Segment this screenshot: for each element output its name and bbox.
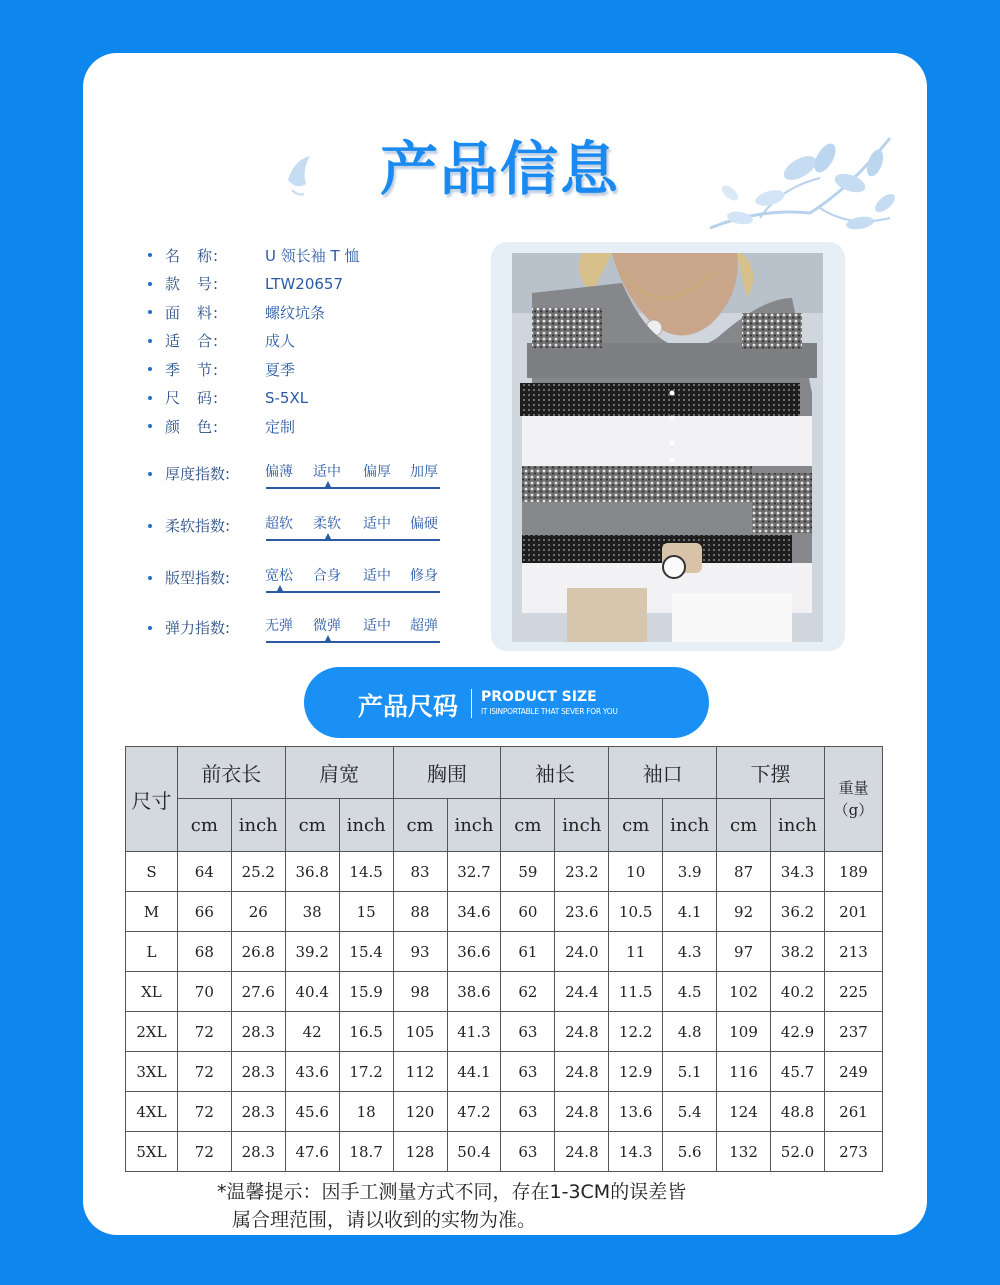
unit-header-inch: inch bbox=[771, 799, 825, 852]
bullet-icon bbox=[148, 282, 152, 286]
measurement-cell: 48.8 bbox=[771, 1092, 825, 1132]
index-options bbox=[265, 615, 441, 635]
bullet-icon bbox=[148, 396, 152, 400]
index-option: 加厚 bbox=[410, 464, 438, 480]
unit-header-cm: cm bbox=[393, 799, 447, 852]
measurement-cell: 26 bbox=[231, 892, 285, 932]
selected-marker-icon bbox=[325, 533, 331, 539]
page-title: 产品信息 bbox=[379, 135, 620, 203]
measurement-cell: 63 bbox=[501, 1012, 555, 1052]
measurement-cell: 102 bbox=[717, 972, 771, 1012]
index-scale-line bbox=[266, 487, 440, 489]
measurement-header: 前衣长 bbox=[177, 747, 285, 799]
unit-header-cm: cm bbox=[177, 799, 231, 852]
index-scale-line bbox=[266, 641, 440, 643]
info-label: 适 合: bbox=[165, 332, 220, 351]
notice-line-2: 属合理范围，请以收到的实物为准。 bbox=[232, 1209, 537, 1231]
info-label: 名 称: bbox=[165, 246, 220, 265]
info-row-fabric bbox=[148, 298, 359, 327]
info-row-size bbox=[148, 384, 359, 413]
measurement-cell: 72 bbox=[177, 1052, 231, 1092]
measurement-header: 袖口 bbox=[609, 747, 717, 799]
unit-header-inch: inch bbox=[447, 799, 501, 852]
index-label: 弹力指数: bbox=[165, 619, 231, 637]
measurement-cell: 11.5 bbox=[609, 972, 663, 1012]
index-option: 超软 bbox=[265, 516, 293, 532]
size-header: 尺寸 bbox=[126, 747, 178, 852]
measurement-cell: 12.9 bbox=[609, 1052, 663, 1092]
measurement-cell: 28.3 bbox=[231, 1132, 285, 1172]
size-cell: M bbox=[126, 892, 178, 932]
index-option: 合身 bbox=[313, 568, 341, 584]
measurement-cell: 63 bbox=[501, 1132, 555, 1172]
measurement-cell: 36.8 bbox=[285, 852, 339, 892]
index-label: 版型指数: bbox=[165, 569, 231, 587]
measurement-cell: 24.0 bbox=[555, 932, 609, 972]
index-option: 适中 bbox=[313, 464, 341, 480]
measurement-cell: 16.5 bbox=[339, 1012, 393, 1052]
index-label: 厚度指数: bbox=[165, 465, 231, 483]
measurement-cell: 47.6 bbox=[285, 1132, 339, 1172]
bullet-icon bbox=[148, 524, 152, 528]
index-option: 修身 bbox=[410, 568, 438, 584]
measurement-cell: 15.4 bbox=[339, 932, 393, 972]
selected-marker-icon bbox=[277, 585, 283, 591]
unit-header-inch: inch bbox=[555, 799, 609, 852]
unit-header-cm: cm bbox=[501, 799, 555, 852]
info-row-style-number bbox=[148, 270, 359, 299]
measurement-cell: 28.3 bbox=[231, 1012, 285, 1052]
measurement-cell: 13.6 bbox=[609, 1092, 663, 1132]
measurement-cell: 24.4 bbox=[555, 972, 609, 1012]
weight-cell: 213 bbox=[824, 932, 882, 972]
product-info-list bbox=[148, 241, 359, 441]
measurement-cell: 23.2 bbox=[555, 852, 609, 892]
measurement-cell: 52.0 bbox=[771, 1132, 825, 1172]
index-option: 偏厚 bbox=[363, 464, 391, 480]
measurement-cell: 43.6 bbox=[285, 1052, 339, 1092]
measurement-cell: 38 bbox=[285, 892, 339, 932]
measurement-cell: 15.9 bbox=[339, 972, 393, 1012]
size-section-subtitle: IT ISINPORTABLE THAT SEVER FOR YOU bbox=[481, 707, 618, 716]
measurement-cell: 105 bbox=[393, 1012, 447, 1052]
measurement-cell: 32.7 bbox=[447, 852, 501, 892]
measurement-cell: 40.4 bbox=[285, 972, 339, 1012]
measurement-cell: 59 bbox=[501, 852, 555, 892]
index-option: 适中 bbox=[363, 568, 391, 584]
bullet-icon bbox=[148, 253, 152, 257]
measurement-cell: 4.1 bbox=[663, 892, 717, 932]
measurement-cell: 93 bbox=[393, 932, 447, 972]
measurement-cell: 25.2 bbox=[231, 852, 285, 892]
index-option: 偏硬 bbox=[410, 516, 438, 532]
product-photo bbox=[512, 253, 823, 642]
measurement-cell: 12.2 bbox=[609, 1012, 663, 1052]
size-cell: L bbox=[126, 932, 178, 972]
table-row bbox=[126, 932, 883, 972]
measurement-cell: 24.8 bbox=[555, 1132, 609, 1172]
measurement-cell: 45.7 bbox=[771, 1052, 825, 1092]
table-row bbox=[126, 1132, 883, 1172]
measurement-cell: 34.3 bbox=[771, 852, 825, 892]
measurement-cell: 64 bbox=[177, 852, 231, 892]
measurement-cell: 17.2 bbox=[339, 1052, 393, 1092]
size-section-title: 产品尺码 bbox=[358, 692, 459, 721]
measurement-header: 肩宽 bbox=[285, 747, 393, 799]
measurement-cell: 15 bbox=[339, 892, 393, 932]
index-option: 微弹 bbox=[313, 618, 341, 634]
measurement-cell: 72 bbox=[177, 1012, 231, 1052]
measurement-cell: 66 bbox=[177, 892, 231, 932]
bullet-icon bbox=[148, 472, 152, 476]
measurement-cell: 88 bbox=[393, 892, 447, 932]
measurement-cell: 63 bbox=[501, 1052, 555, 1092]
measurement-cell: 116 bbox=[717, 1052, 771, 1092]
measurement-cell: 18 bbox=[339, 1092, 393, 1132]
banner-divider bbox=[471, 689, 472, 718]
index-option: 适中 bbox=[363, 516, 391, 532]
measurement-cell: 26.8 bbox=[231, 932, 285, 972]
info-value: 定制 bbox=[265, 417, 296, 436]
measurement-cell: 92 bbox=[717, 892, 771, 932]
size-cell: 5XL bbox=[126, 1132, 178, 1172]
weight-cell: 261 bbox=[824, 1092, 882, 1132]
measurement-header: 下摆 bbox=[717, 747, 825, 799]
table-row bbox=[126, 1052, 883, 1092]
info-value: LTW20657 bbox=[265, 274, 344, 293]
bullet-icon bbox=[148, 576, 152, 580]
index-options bbox=[265, 513, 441, 533]
measurement-cell: 109 bbox=[717, 1012, 771, 1052]
measurement-header: 袖长 bbox=[501, 747, 609, 799]
size-cell: 4XL bbox=[126, 1092, 178, 1132]
measurement-cell: 4.5 bbox=[663, 972, 717, 1012]
measurement-cell: 97 bbox=[717, 932, 771, 972]
measurement-cell: 4.3 bbox=[663, 932, 717, 972]
measurement-cell: 63 bbox=[501, 1092, 555, 1132]
info-row-suitable bbox=[148, 327, 359, 356]
measurement-cell: 98 bbox=[393, 972, 447, 1012]
measurement-cell: 42 bbox=[285, 1012, 339, 1052]
bullet-icon bbox=[148, 339, 152, 343]
measurement-cell: 5.6 bbox=[663, 1132, 717, 1172]
info-label: 颜 色: bbox=[165, 417, 220, 436]
measurement-cell: 87 bbox=[717, 852, 771, 892]
size-cell: 2XL bbox=[126, 1012, 178, 1052]
measurement-cell: 24.8 bbox=[555, 1092, 609, 1132]
selected-marker-icon bbox=[325, 481, 331, 487]
measurement-cell: 36.6 bbox=[447, 932, 501, 972]
index-scale-line bbox=[266, 539, 440, 541]
product-size-banner bbox=[304, 667, 709, 738]
measurement-cell: 72 bbox=[177, 1092, 231, 1132]
selected-marker-icon bbox=[325, 635, 331, 641]
info-value: U 领长袖 T 恤 bbox=[265, 246, 360, 265]
measurement-cell: 14.3 bbox=[609, 1132, 663, 1172]
index-option: 偏薄 bbox=[265, 464, 293, 480]
measurement-cell: 61 bbox=[501, 932, 555, 972]
info-label: 面 料: bbox=[165, 303, 220, 322]
info-value: 夏季 bbox=[265, 360, 296, 379]
measurement-cell: 124 bbox=[717, 1092, 771, 1132]
measurement-notice bbox=[217, 1178, 686, 1234]
index-option: 柔软 bbox=[313, 516, 341, 532]
size-cell: XL bbox=[126, 972, 178, 1012]
weight-cell: 189 bbox=[824, 852, 882, 892]
measurement-cell: 38.2 bbox=[771, 932, 825, 972]
index-options bbox=[265, 565, 441, 585]
size-section-title-en: PRODUCT SIZE bbox=[481, 689, 597, 705]
size-cell: S bbox=[126, 852, 178, 892]
measurement-cell: 44.1 bbox=[447, 1052, 501, 1092]
measurement-cell: 28.3 bbox=[231, 1092, 285, 1132]
bullet-icon bbox=[148, 310, 152, 314]
measurement-cell: 62 bbox=[501, 972, 555, 1012]
measurement-cell: 112 bbox=[393, 1052, 447, 1092]
unit-header-inch: inch bbox=[231, 799, 285, 852]
weight-cell: 225 bbox=[824, 972, 882, 1012]
size-table bbox=[125, 746, 883, 1172]
info-value: S-5XL bbox=[265, 388, 309, 407]
weight-cell: 201 bbox=[824, 892, 882, 932]
info-value: 螺纹坑条 bbox=[265, 303, 326, 322]
measurement-cell: 132 bbox=[717, 1132, 771, 1172]
unit-header-cm: cm bbox=[717, 799, 771, 852]
unit-header-cm: cm bbox=[609, 799, 663, 852]
table-row bbox=[126, 1012, 883, 1052]
measurement-cell: 72 bbox=[177, 1132, 231, 1172]
table-row bbox=[126, 852, 883, 892]
index-option: 无弹 bbox=[265, 618, 293, 634]
measurement-cell: 28.3 bbox=[231, 1052, 285, 1092]
measurement-cell: 24.8 bbox=[555, 1012, 609, 1052]
size-cell: 3XL bbox=[126, 1052, 178, 1092]
measurement-cell: 70 bbox=[177, 972, 231, 1012]
measurement-cell: 47.2 bbox=[447, 1092, 501, 1132]
weight-header bbox=[824, 747, 882, 852]
index-option: 宽松 bbox=[265, 568, 293, 584]
index-options bbox=[265, 461, 441, 481]
bullet-icon bbox=[148, 424, 152, 428]
measurement-header: 胸围 bbox=[393, 747, 501, 799]
info-value: 成人 bbox=[265, 332, 296, 351]
bullet-icon bbox=[148, 367, 152, 371]
measurement-cell: 42.9 bbox=[771, 1012, 825, 1052]
measurement-cell: 3.9 bbox=[663, 852, 717, 892]
info-row-season bbox=[148, 355, 359, 384]
measurement-cell: 23.6 bbox=[555, 892, 609, 932]
weight-cell: 273 bbox=[824, 1132, 882, 1172]
weight-header-label: 重量 （g） bbox=[833, 779, 874, 819]
index-label: 柔软指数: bbox=[165, 517, 231, 535]
unit-header-cm: cm bbox=[285, 799, 339, 852]
measurement-cell: 18.7 bbox=[339, 1132, 393, 1172]
measurement-cell: 41.3 bbox=[447, 1012, 501, 1052]
measurement-cell: 10 bbox=[609, 852, 663, 892]
measurement-cell: 60 bbox=[501, 892, 555, 932]
measurement-cell: 68 bbox=[177, 932, 231, 972]
measurement-cell: 24.8 bbox=[555, 1052, 609, 1092]
table-row bbox=[126, 892, 883, 932]
measurement-cell: 11 bbox=[609, 932, 663, 972]
measurement-cell: 128 bbox=[393, 1132, 447, 1172]
index-scale-line bbox=[266, 591, 440, 593]
unit-header-inch: inch bbox=[339, 799, 393, 852]
measurement-cell: 36.2 bbox=[771, 892, 825, 932]
weight-cell: 237 bbox=[824, 1012, 882, 1052]
measurement-cell: 40.2 bbox=[771, 972, 825, 1012]
table-row bbox=[126, 972, 883, 1012]
measurement-cell: 34.6 bbox=[447, 892, 501, 932]
measurement-cell: 5.4 bbox=[663, 1092, 717, 1132]
measurement-cell: 14.5 bbox=[339, 852, 393, 892]
notice-line-1: *温馨提示：因手工测量方式不同，存在1-3CM的误差皆 bbox=[217, 1181, 687, 1203]
info-row-name bbox=[148, 241, 359, 270]
measurement-cell: 27.6 bbox=[231, 972, 285, 1012]
measurement-cell: 50.4 bbox=[447, 1132, 501, 1172]
measurement-cell: 39.2 bbox=[285, 932, 339, 972]
measurement-cell: 4.8 bbox=[663, 1012, 717, 1052]
weight-cell: 249 bbox=[824, 1052, 882, 1092]
info-label: 尺 码: bbox=[165, 389, 220, 408]
measurement-cell: 38.6 bbox=[447, 972, 501, 1012]
measurement-cell: 45.6 bbox=[285, 1092, 339, 1132]
unit-header-inch: inch bbox=[663, 799, 717, 852]
measurement-cell: 5.1 bbox=[663, 1052, 717, 1092]
table-row bbox=[126, 1092, 883, 1132]
index-option: 超弹 bbox=[410, 618, 438, 634]
measurement-cell: 83 bbox=[393, 852, 447, 892]
info-label: 季 节: bbox=[165, 360, 220, 379]
info-row-color bbox=[148, 412, 359, 441]
index-option: 适中 bbox=[363, 618, 391, 634]
info-label: 款 号: bbox=[165, 275, 220, 294]
measurement-cell: 10.5 bbox=[609, 892, 663, 932]
measurement-cell: 120 bbox=[393, 1092, 447, 1132]
bullet-icon bbox=[148, 626, 152, 630]
